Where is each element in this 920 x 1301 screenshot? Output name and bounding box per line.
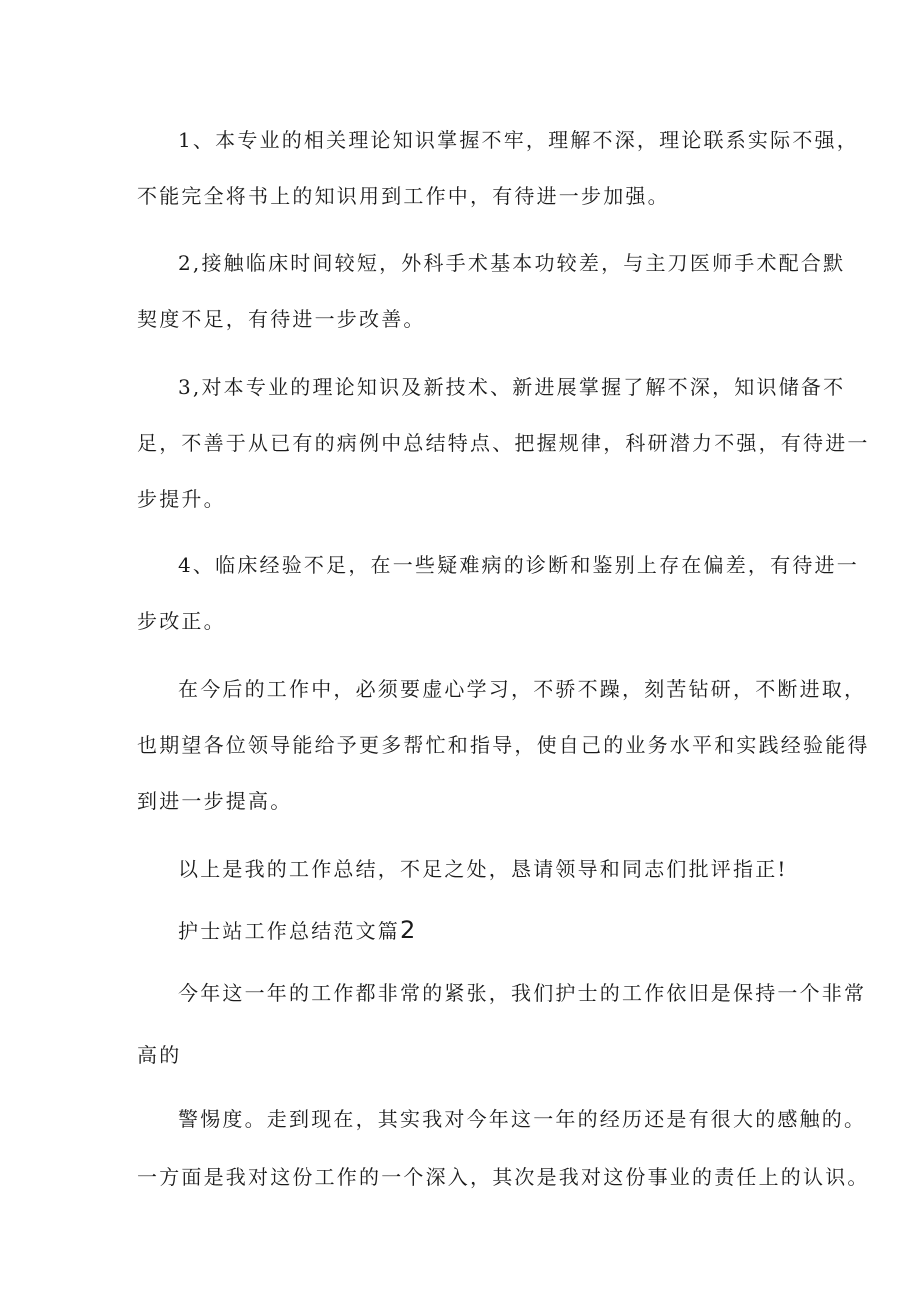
paragraph-4-line-1: 4、临床经验不足，在一些疑难病的诊断和鉴别上存在偏差，有待进一 <box>178 553 859 577</box>
paragraph-1-line-2: 不能完全将书上的知识用到工作中，有待进一步加强。 <box>137 184 670 208</box>
paragraph-6-line-1: 今年这一年的工作都非常的紧张，我们护士的工作依旧是保持一个非常 <box>178 981 867 1005</box>
section-heading-text: 护士站工作总结范文篇 <box>178 919 400 943</box>
section-heading-number: 2 <box>400 916 416 944</box>
paragraph-3-line-2: 足，不善于从已有的病例中总结特点、把握规律，科研潜力不强，有待进一 <box>137 431 870 455</box>
paragraph-2-line-1: 2,接触临床时间较短，外科手术基本功较差，与主刀医师手术配合默 <box>178 251 846 275</box>
paragraph-3-line-1: 3,对本专业的理论知识及新技术、新进展掌握了解不深，知识储备不 <box>178 375 846 399</box>
paragraph-4-line-2: 步改正。 <box>137 609 226 633</box>
paragraph-2-line-2: 契度不足，有待进一步改善。 <box>137 307 426 331</box>
section-heading <box>178 916 415 945</box>
paragraph-5-line-2: 也期望各位领导能给予更多帮忙和指导，使自己的业务水平和实践经验能得 <box>137 733 870 757</box>
paragraph-7-line-1: 警惕度。走到现在，其实我对今年这一年的经历还是有很大的感触的。 <box>178 1107 867 1131</box>
paragraph-7-line-2: 一方面是我对这份工作的一个深入，其次是我对这份事业的责任上的认识。 <box>137 1165 870 1189</box>
paragraph-5-line-3: 到进一步提高。 <box>137 789 293 813</box>
paragraph-5-line-1: 在今后的工作中，必须要虚心学习，不骄不躁，刻苦钻研，不断进取， <box>178 677 867 701</box>
paragraph-3-line-3: 步提升。 <box>137 487 226 511</box>
closing-line: 以上是我的工作总结，不足之处，恳请领导和同志们批评指正! <box>178 857 788 881</box>
paragraph-6-line-2: 高的 <box>137 1043 182 1067</box>
paragraph-1-line-1: 1、本专业的相关理论知识掌握不牢，理解不深，理论联系实际不强， <box>178 128 859 152</box>
